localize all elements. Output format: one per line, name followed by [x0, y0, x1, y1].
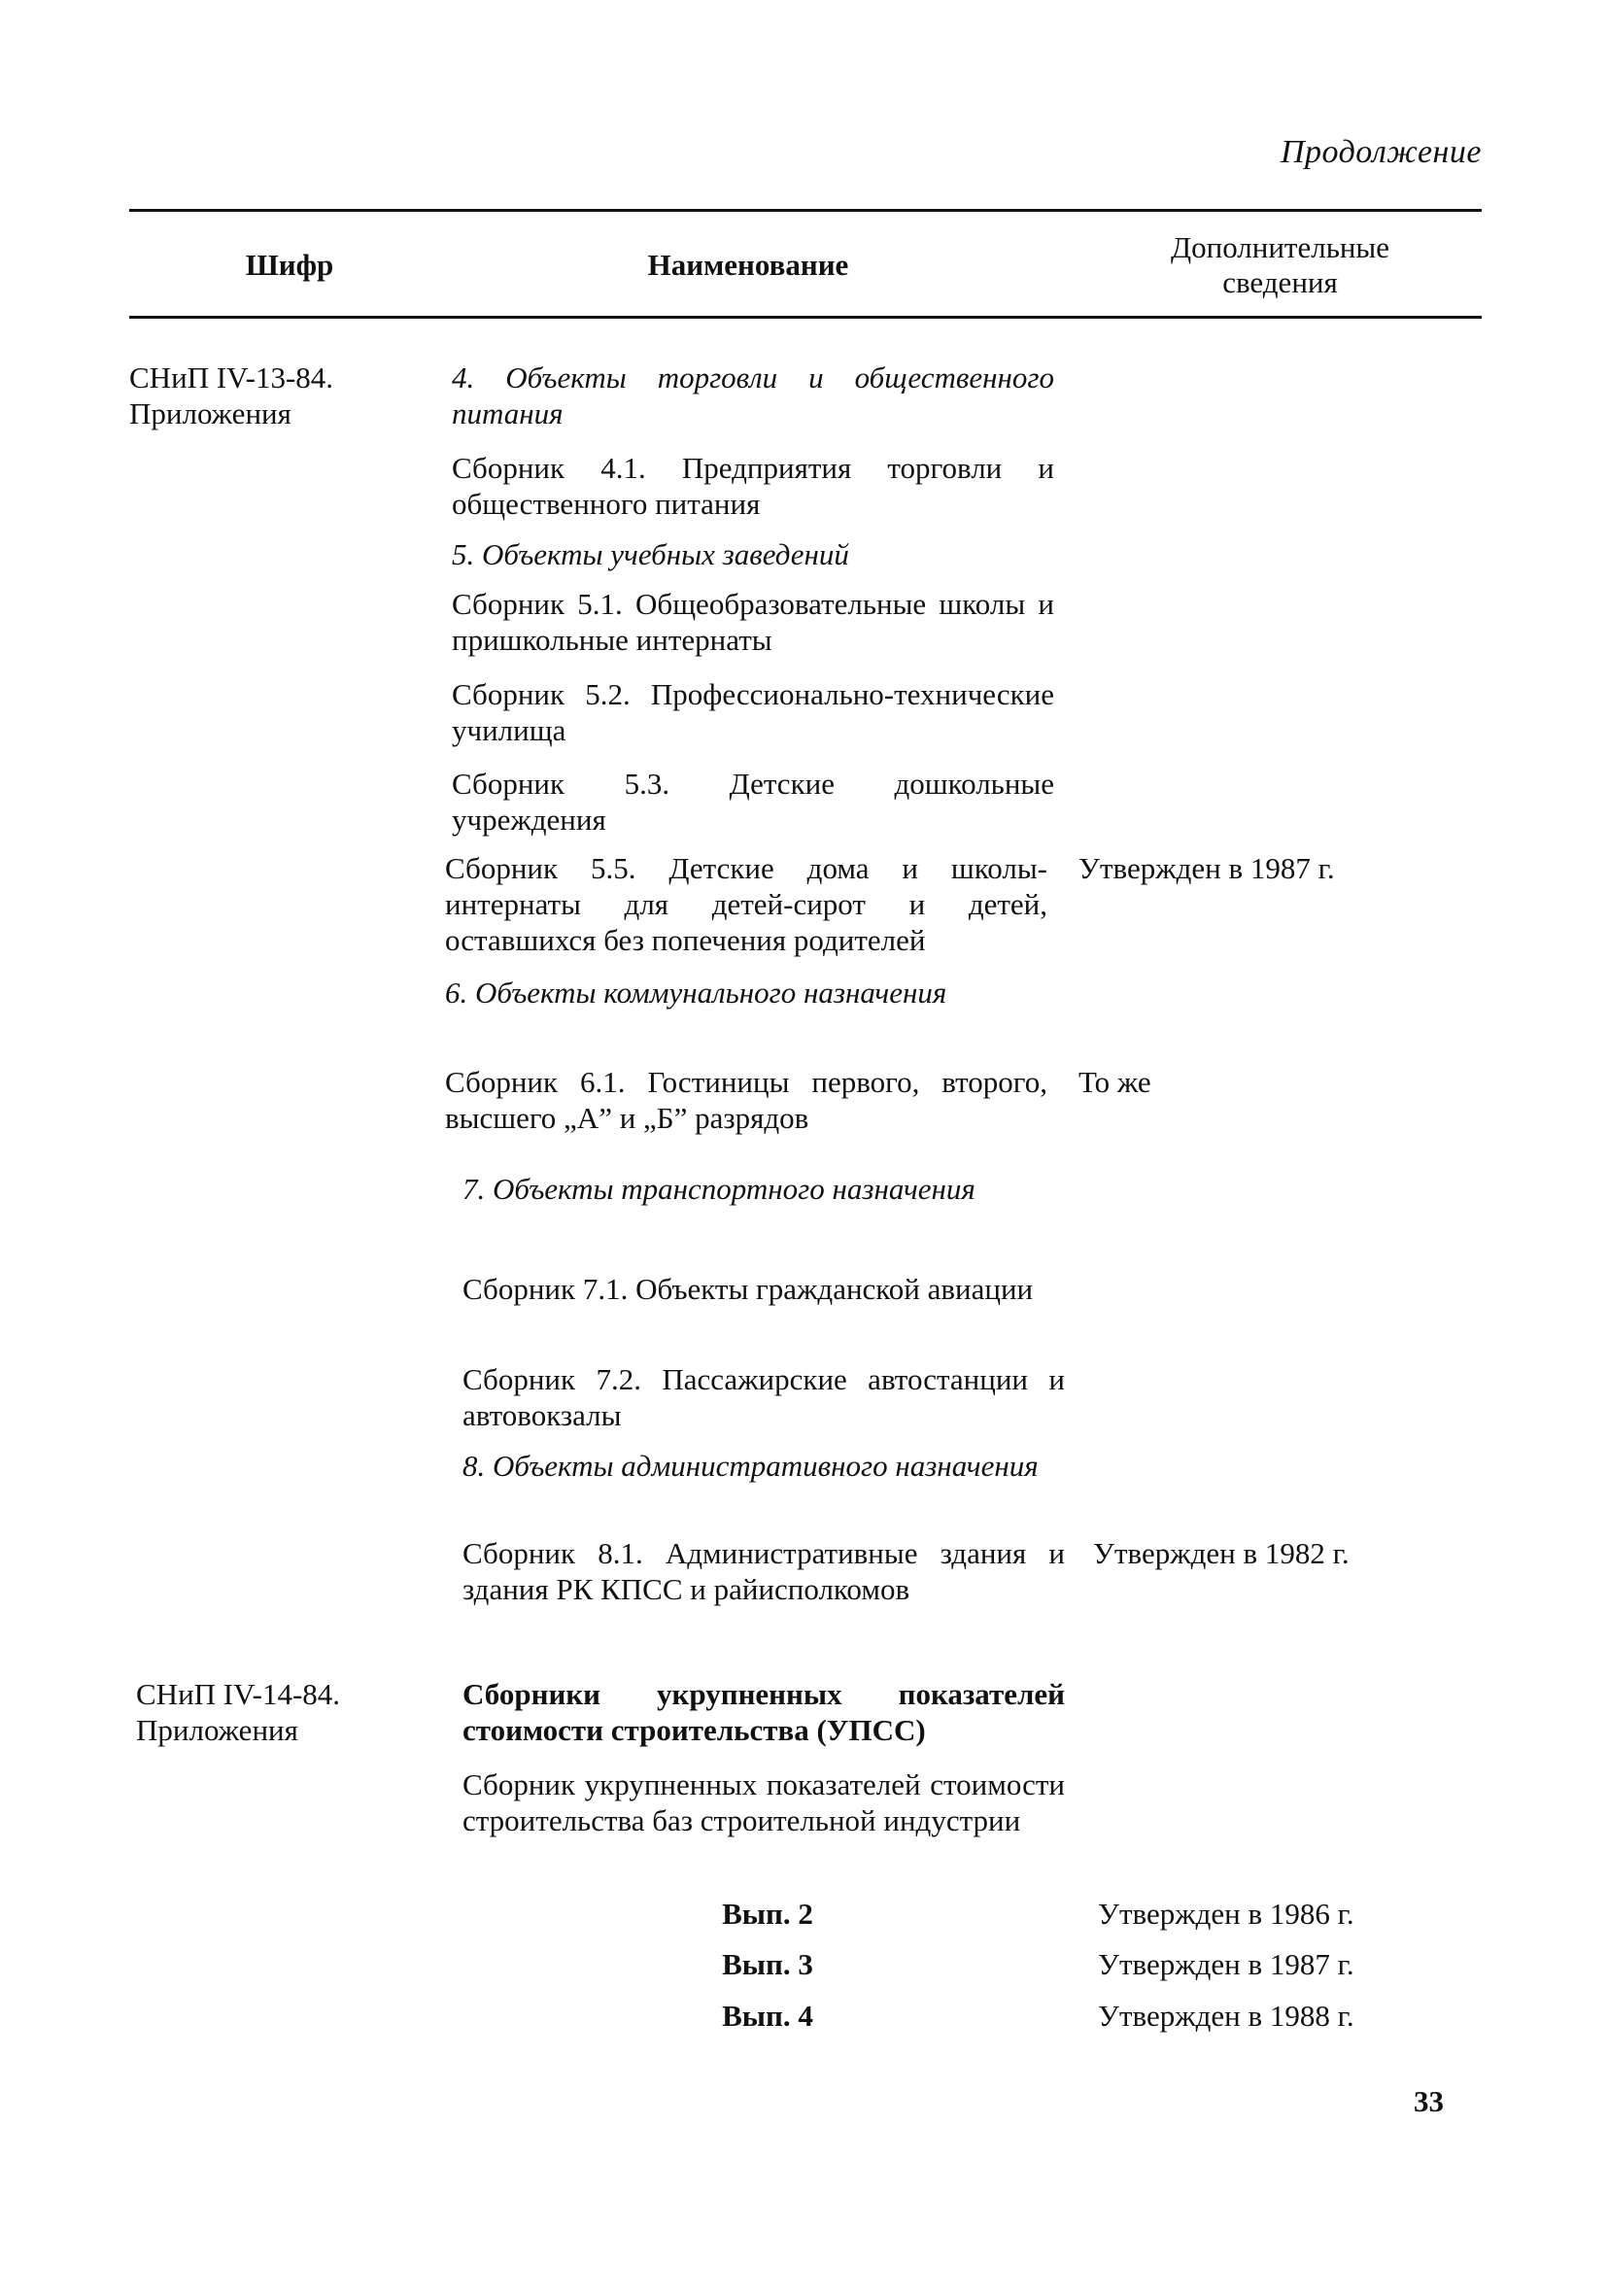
collection-entry: Сборник 5.5. Детские дома и школы-интернаты для детей-сирот и детей, оставшихся без попечения родителей [445, 851, 1047, 957]
column-header-name: Наименование [647, 248, 849, 282]
column-header-info [1078, 222, 1482, 309]
table-header-rule [129, 316, 1482, 319]
collection-entry: Сборник 6.1. Гостиницы первого, второго, высшего „А” и „Б” разрядов [445, 1065, 1047, 1135]
collection-entry: Сборник 4.1. Предприятия торговли и общественного питания [452, 451, 1054, 521]
section-heading: 6. Объекты коммунального назначения [445, 976, 947, 1010]
collection-entry: Сборник 8.1. Административные здания и здания РК КПСС и райисполкомов [462, 1536, 1065, 1606]
section-heading: 5. Объекты учебных заведений [452, 537, 849, 571]
approval-note: Утвержден в 1988 г. [1098, 1999, 1354, 2033]
approval-note: То же [1078, 1065, 1151, 1099]
collection-entry: Сборник 5.3. Детские дошкольные учреждения [452, 767, 1054, 837]
collection-heading: Сборники укрупненных показателей стоимости строительства (УПСС) [462, 1677, 1065, 1747]
code-text: СНиП IV-13-84. [129, 360, 334, 394]
approval-note: Утвержден в 1982 г. [1093, 1536, 1350, 1570]
section-heading: 7. Объекты транспортного назначения [462, 1172, 975, 1206]
page-number: 33 [1414, 2084, 1444, 2118]
code-text: СНиП IV-14-84. [136, 1677, 341, 1711]
approval-note: Утвержден в 1986 г. [1098, 1897, 1354, 1931]
issue-label: Вып. 3 [722, 1947, 813, 1981]
section-heading: 4. Объекты торговли и общественного питания [452, 360, 1054, 430]
issue-label: Вып. 2 [722, 1897, 813, 1931]
column-header-info-line2: сведения [1222, 265, 1338, 299]
column-header-info-line1: Дополнительные [1170, 230, 1390, 264]
column-header-code: Шифр [245, 248, 334, 282]
collection-entry: Сборник укрупненных показателей стоимости строительства баз строительной индустрии [462, 1767, 1065, 1837]
approval-note: Утвержден в 1987 г. [1078, 851, 1335, 885]
issue-label: Вып. 4 [722, 1999, 813, 2033]
code-subtitle: Приложения [136, 1713, 298, 1747]
table-top-rule [129, 209, 1482, 212]
collection-entry: Сборник 5.2. Профессионально-технические училища [452, 677, 1054, 747]
code-entry [136, 1676, 428, 1748]
continuation-label: Продолжение [1280, 134, 1482, 170]
code-entry [129, 360, 421, 431]
code-subtitle: Приложения [129, 396, 291, 430]
approval-note: Утвержден в 1987 г. [1098, 1947, 1354, 1981]
collection-entry: Сборник 5.1. Общеобразовательные школы и пришкольные интернаты [452, 587, 1054, 657]
collection-entry: Сборник 7.2. Пассажирские автостанции и автовокзалы [462, 1362, 1065, 1432]
section-heading: 8. Объекты административного назначения [462, 1449, 1039, 1483]
collection-entry: Сборник 7.1. Объекты гражданской авиации [462, 1272, 1034, 1306]
